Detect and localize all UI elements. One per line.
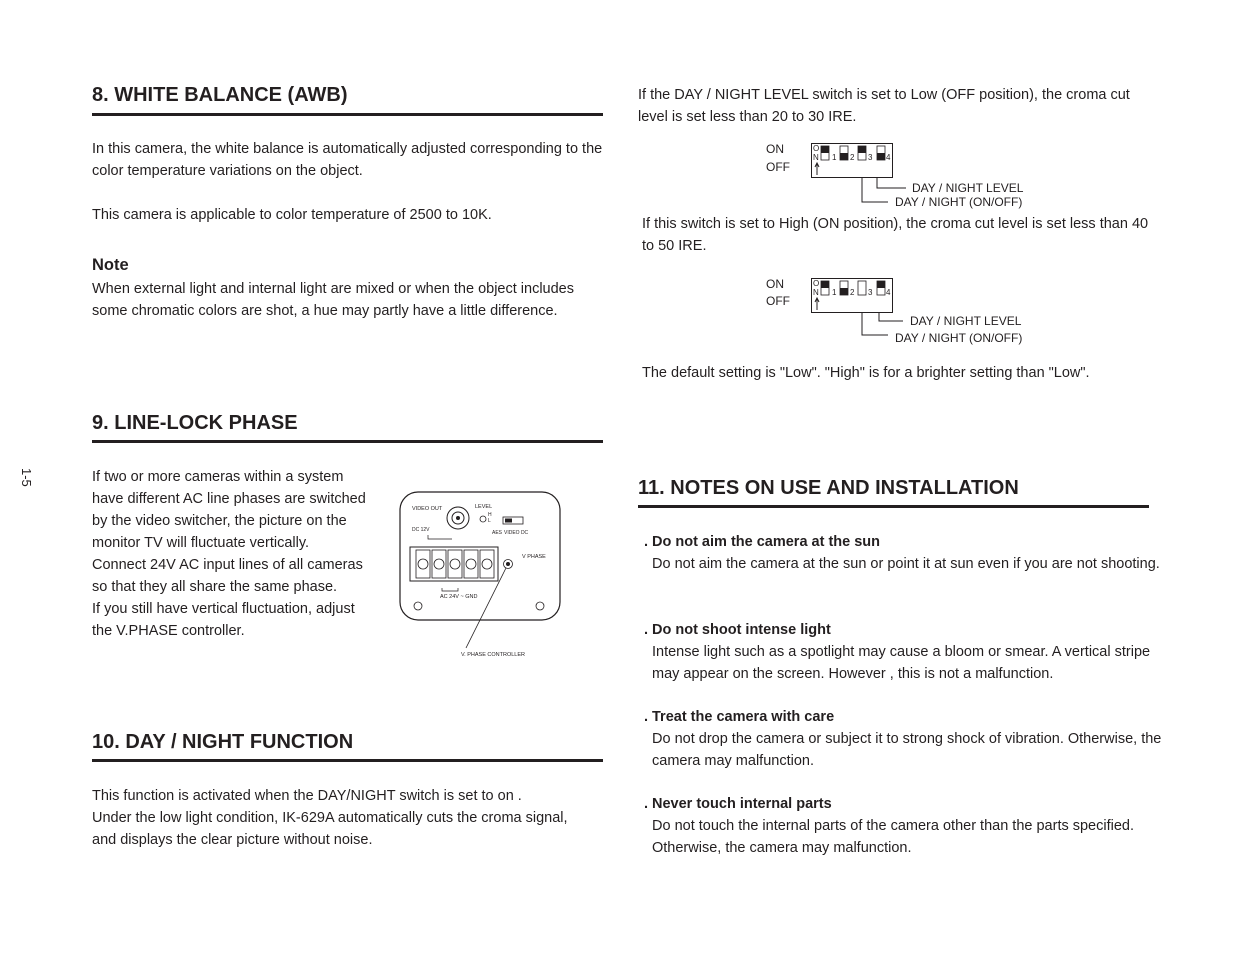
screw-icon xyxy=(414,602,422,610)
text-line: Connect 24V AC input lines of all cameras xyxy=(92,557,363,573)
day-night-onoff-label: DAY / NIGHT (ON/OFF) xyxy=(895,195,1023,209)
list-item-heading: Never touch internal parts xyxy=(652,796,832,812)
svg-text:1: 1 xyxy=(832,153,837,162)
text-line: If you still have vertical fluctuation, adjust xyxy=(92,601,355,617)
note-text: When external light and internal light are mixed or when the object includes some chromatic colors are shot, a hue may partly have a little difference. xyxy=(92,281,574,319)
level-h-label: H xyxy=(488,512,492,518)
list-item-body: Do not aim the camera at the sun or point it at sun even if you are not shooting. xyxy=(652,556,1160,572)
text-line: and displays the clear picture without noise. xyxy=(92,832,373,848)
text-line: have different AC line phases are switched xyxy=(92,491,366,507)
svg-text:N: N xyxy=(813,288,819,297)
section-8-paragraph-1: In this camera, the white balance is automatically adjusted corresponding to the color temperature variations on the object. xyxy=(92,141,603,179)
section-8-rule xyxy=(92,113,603,116)
list-item: . Do not aim the camera at the sun Do not aim the camera at the sun or point it at sun even if you are not shooting. xyxy=(652,531,1162,575)
section-9-text xyxy=(92,466,392,642)
section-8-title: 8. WHITE BALANCE (AWB) xyxy=(92,84,348,106)
video-out-label: VIDEO OUT xyxy=(412,506,443,512)
section-11-title: 11. NOTES ON USE AND INSTALLATION xyxy=(638,477,1019,499)
v-phase-controller-label: V. PHASE CONTROLLER xyxy=(461,652,525,658)
day-night-level-label: DAY / NIGHT LEVEL xyxy=(912,181,1024,195)
section-10-title: 10. DAY / NIGHT FUNCTION xyxy=(92,731,354,753)
level-label: LEVEL xyxy=(475,504,493,510)
dip-off-label: OFF xyxy=(766,160,790,174)
text-line: Under the low light condition, IK-629A automatically cuts the croma signal, xyxy=(92,810,568,826)
ac24v-label: AC 24V ~ GND xyxy=(440,594,478,600)
list-item: . Treat the camera with care Do not drop the camera or subject it to strong shock of vibration. Otherwise, the camera may malfunction. xyxy=(652,706,1162,772)
section-9-title: 9. LINE-LOCK PHASE xyxy=(92,412,298,434)
text-line: If two or more cameras within a system xyxy=(92,469,344,485)
svg-text:4: 4 xyxy=(886,288,891,297)
day-night-level-label: DAY / NIGHT LEVEL xyxy=(910,314,1022,328)
dc12v-label: DC 12V xyxy=(412,527,430,533)
svg-text:4: 4 xyxy=(886,153,891,162)
list-item-body: Intense light such as a spotlight may cause a bloom or smear. A vertical stripe may appear on the screen. However , this is not a malfunction. xyxy=(652,644,1151,682)
svg-text:3: 3 xyxy=(868,153,873,162)
list-item: . Never touch internal parts Do not touch the internal parts of the camera other than the parts specified. Otherwise, the camera may malfunction. xyxy=(652,793,1162,859)
day-night-onoff-label: DAY / NIGHT (ON/OFF) xyxy=(895,331,1023,345)
svg-text:2: 2 xyxy=(850,153,855,162)
level-l-label: L xyxy=(488,518,491,524)
list-item-heading: Do not aim the camera at the sun xyxy=(652,534,881,550)
level-knob-icon xyxy=(480,516,486,522)
text-line: the V.PHASE controller. xyxy=(92,623,245,639)
camera-rear-panel-diagram xyxy=(398,488,564,660)
text-line: so that they all share the same phase. xyxy=(92,579,338,595)
dip-off-label: OFF xyxy=(766,294,790,308)
list-item-heading: Treat the camera with care xyxy=(652,709,835,725)
day-night-level-low-text: If the DAY / NIGHT LEVEL switch is set to Low (OFF position), the croma cut level is set less than 20 to 30 IRE. xyxy=(638,87,1130,125)
svg-text:2: 2 xyxy=(850,288,855,297)
svg-text:1: 1 xyxy=(832,288,837,297)
dip-on-label: ON xyxy=(766,142,784,156)
list-item-heading: Do not shoot intense light xyxy=(652,622,831,638)
page-number: 1-5 xyxy=(19,468,34,487)
list-item: . Do not shoot intense light Intense light such as a spotlight may cause a bloom or smear. A vertical stripe may appear on the screen. However , this is not a malfunction. xyxy=(652,619,1162,685)
aes-label: AES xyxy=(492,530,503,536)
svg-text:O: O xyxy=(813,144,820,153)
text-line: by the video switcher, the picture on the xyxy=(92,513,347,529)
v-phase-label: V PHASE xyxy=(522,554,546,560)
svg-text:3: 3 xyxy=(868,288,873,297)
text-line: monitor TV will fluctuate vertically. xyxy=(92,535,310,551)
dip-on-label: ON xyxy=(766,277,784,291)
svg-text:O: O xyxy=(813,279,820,288)
day-night-level-high-text: If this switch is set to High (ON position), the croma cut level is set less than 40 to 50 IRE. xyxy=(642,216,1149,254)
screw-icon xyxy=(536,602,544,610)
svg-text:N: N xyxy=(813,153,819,162)
section-10-rule xyxy=(92,759,603,762)
list-item-body: Do not drop the camera or subject it to strong shock of vibration. Otherwise, the camera may malfunction. xyxy=(652,731,1162,769)
text-line: This function is activated when the DAY/NIGHT switch is set to on . xyxy=(92,788,522,804)
default-setting-text: The default setting is "Low". "High" is for a brighter setting than "Low". xyxy=(642,365,1090,381)
section-8-paragraph-2: This camera is applicable to color temperature of 2500 to 10K. xyxy=(92,207,492,223)
terminal-block xyxy=(410,547,498,581)
section-11-rule xyxy=(638,505,1149,508)
section-10-text xyxy=(92,785,604,851)
list-item-body: Do not touch the internal parts of the camera other than the parts specified. Otherwise, the camera may malfunction. xyxy=(652,818,1135,856)
note-title: Note xyxy=(92,256,129,274)
video-dc-label: VIDEO DC xyxy=(504,530,529,536)
section-9-rule xyxy=(92,440,603,443)
